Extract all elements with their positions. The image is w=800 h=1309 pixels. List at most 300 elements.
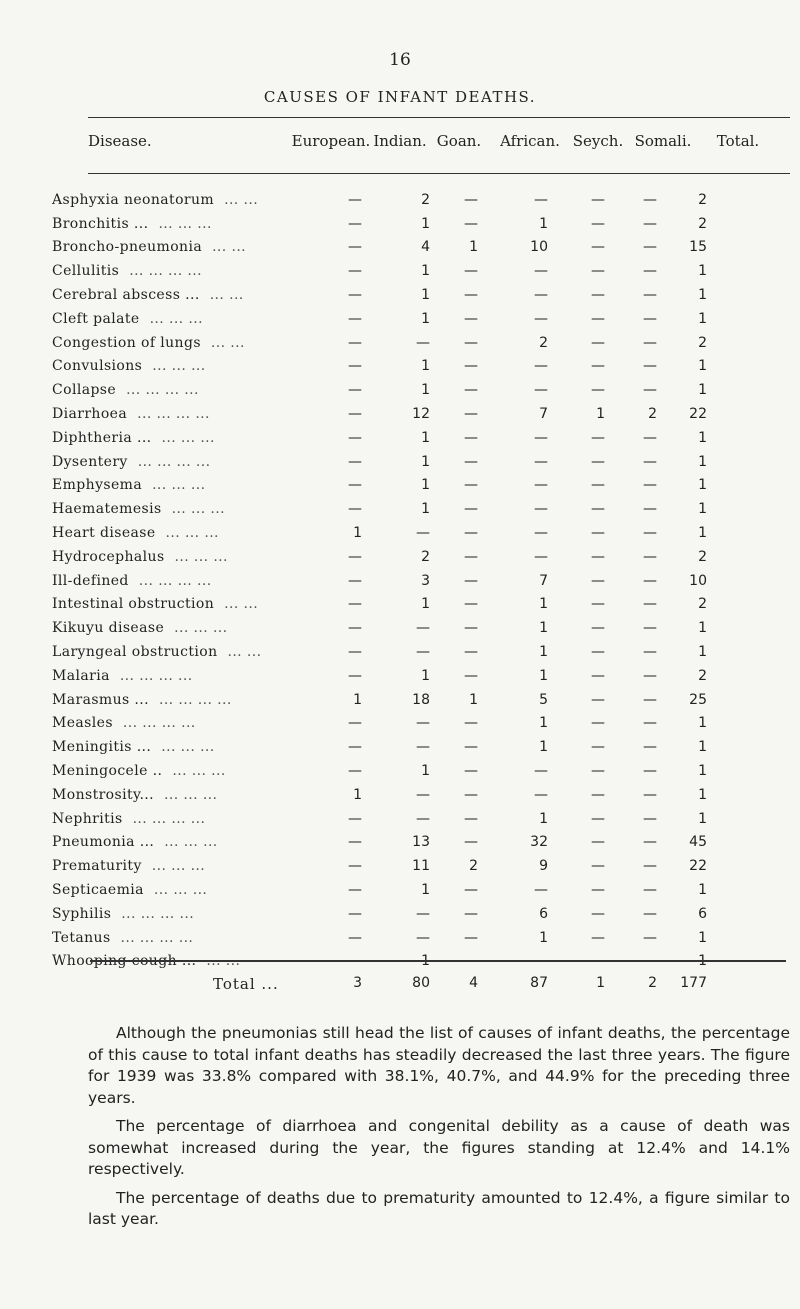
cell-somali: — bbox=[643, 929, 657, 946]
cell-indian: 1 bbox=[421, 667, 430, 684]
row-padding bbox=[707, 307, 800, 331]
disease-name: Bronchitis ... bbox=[52, 215, 149, 232]
cell-total: 1 bbox=[698, 953, 707, 970]
header-rule bbox=[88, 173, 790, 174]
cell-seych: — bbox=[591, 453, 605, 470]
cell-indian: — bbox=[416, 620, 430, 637]
disease-cell bbox=[0, 307, 342, 331]
row-padding bbox=[707, 807, 800, 831]
cell-european: — bbox=[348, 715, 362, 732]
row-padding bbox=[707, 854, 800, 878]
cell-seych: — bbox=[591, 953, 605, 970]
cell-seych: — bbox=[591, 929, 605, 946]
infant-deaths-table bbox=[0, 188, 800, 973]
table-row bbox=[0, 521, 800, 545]
disease-name: Diarrhoea bbox=[52, 406, 128, 423]
leader-dots: ... ... ... bbox=[165, 525, 219, 542]
header-disease: Disease. bbox=[88, 132, 152, 150]
disease-cell bbox=[0, 521, 342, 545]
disease-cell bbox=[0, 735, 342, 759]
cell-seych: — bbox=[591, 667, 605, 684]
table-row bbox=[0, 426, 800, 450]
leader-dots: ... ... ... ... bbox=[158, 691, 232, 708]
row-padding bbox=[707, 926, 800, 950]
disease-name: Kikuyu disease bbox=[52, 620, 165, 637]
cell-goan: — bbox=[464, 763, 478, 780]
cell-european: — bbox=[348, 572, 362, 589]
cell-goan: — bbox=[464, 525, 478, 542]
leader-dots: ... ... bbox=[227, 644, 262, 661]
cell-seych: — bbox=[591, 620, 605, 637]
total-somali: 2 bbox=[648, 975, 657, 991]
leader-dots: ... ... ... ... bbox=[122, 715, 196, 732]
disease-cell bbox=[0, 378, 342, 402]
cell-african: 1 bbox=[539, 739, 548, 756]
cell-somali: — bbox=[643, 358, 657, 375]
table-row bbox=[0, 854, 800, 878]
disease-name: Emphysema bbox=[52, 477, 143, 494]
cell-european: — bbox=[348, 953, 362, 970]
cell-seych: — bbox=[591, 310, 605, 327]
cell-indian: 3 bbox=[421, 572, 430, 589]
cell-african: 1 bbox=[539, 644, 548, 661]
cell-seych: — bbox=[591, 501, 605, 518]
cell-indian: 1 bbox=[421, 429, 430, 446]
cell-somali: — bbox=[643, 620, 657, 637]
cell-african: — bbox=[534, 287, 548, 304]
table-row bbox=[0, 759, 800, 783]
cell-indian: 12 bbox=[412, 406, 430, 423]
table-row bbox=[0, 569, 800, 593]
table-row bbox=[0, 735, 800, 759]
leader-dots: ... ... ... bbox=[164, 834, 218, 851]
cell-seych: — bbox=[591, 382, 605, 399]
cell-european: — bbox=[348, 429, 362, 446]
cell-european: — bbox=[348, 215, 362, 232]
disease-cell bbox=[0, 259, 342, 283]
total-african: 87 bbox=[530, 975, 548, 991]
disease-name: Intestinal obstruction bbox=[52, 596, 215, 613]
header-goan: Goan. bbox=[436, 132, 482, 150]
disease-cell bbox=[0, 664, 342, 688]
cell-somali: — bbox=[643, 477, 657, 494]
leader-dots: ... ... bbox=[209, 287, 244, 304]
disease-name: Dysentery bbox=[52, 453, 128, 470]
cell-goan: — bbox=[464, 572, 478, 589]
cell-indian: — bbox=[416, 334, 430, 351]
cell-somali: — bbox=[643, 453, 657, 470]
cell-indian: 1 bbox=[421, 358, 430, 375]
disease-name: Heart disease bbox=[52, 525, 156, 542]
cell-seych: 1 bbox=[596, 406, 605, 423]
disease-cell bbox=[0, 854, 342, 878]
disease-name: Meningitis ... bbox=[52, 739, 152, 756]
cell-indian: 1 bbox=[421, 453, 430, 470]
leader-dots: ... ... ... bbox=[152, 358, 206, 375]
cell-indian: — bbox=[416, 715, 430, 732]
disease-cell bbox=[0, 474, 342, 498]
disease-cell bbox=[0, 545, 342, 569]
cell-goan: — bbox=[464, 786, 478, 803]
cell-european: — bbox=[348, 763, 362, 780]
cell-total: 2 bbox=[698, 548, 707, 565]
cell-somali: — bbox=[643, 334, 657, 351]
cell-somali: — bbox=[643, 905, 657, 922]
total-label: Total ... bbox=[213, 975, 279, 993]
disease-name: Whooping cough ... bbox=[52, 953, 197, 970]
table-row bbox=[0, 878, 800, 902]
leader-dots: ... ... ... bbox=[161, 429, 215, 446]
cell-goan: — bbox=[464, 929, 478, 946]
disease-name: Diphtheria ... bbox=[52, 429, 152, 446]
row-padding bbox=[707, 450, 800, 474]
cell-indian: — bbox=[416, 525, 430, 542]
disease-cell bbox=[0, 926, 342, 950]
leader-dots: ... ... ... ... bbox=[137, 453, 211, 470]
row-padding bbox=[707, 735, 800, 759]
cell-african: 6 bbox=[539, 905, 548, 922]
cell-total: 2 bbox=[698, 191, 707, 208]
disease-name: Measles bbox=[52, 715, 113, 732]
table-row bbox=[0, 807, 800, 831]
row-padding bbox=[707, 259, 800, 283]
disease-cell bbox=[0, 902, 342, 926]
cell-european: 1 bbox=[353, 691, 362, 708]
cell-european: — bbox=[348, 548, 362, 565]
total-total: 177 bbox=[680, 975, 707, 991]
disease-cell bbox=[0, 283, 342, 307]
table-row bbox=[0, 450, 800, 474]
cell-seych: — bbox=[591, 810, 605, 827]
cell-goan: — bbox=[464, 905, 478, 922]
cell-seych: — bbox=[591, 429, 605, 446]
cell-seych: — bbox=[591, 715, 605, 732]
row-padding bbox=[707, 236, 800, 260]
cell-african: — bbox=[534, 382, 548, 399]
cell-indian: 13 bbox=[412, 834, 430, 851]
leader-dots: ... ... ... ... bbox=[121, 905, 195, 922]
leader-dots: ... ... ... bbox=[174, 548, 228, 565]
row-padding bbox=[707, 497, 800, 521]
row-padding bbox=[707, 188, 800, 212]
disease-cell bbox=[0, 236, 342, 260]
cell-european: — bbox=[348, 406, 362, 423]
page-title: CAUSES OF INFANT DEATHS. bbox=[263, 88, 537, 106]
cell-seych: — bbox=[591, 358, 605, 375]
table-top-rule bbox=[88, 117, 790, 118]
disease-cell bbox=[0, 878, 342, 902]
disease-cell bbox=[0, 593, 342, 617]
cell-total: 1 bbox=[698, 715, 707, 732]
cell-total: 10 bbox=[689, 572, 707, 589]
cell-african: — bbox=[534, 429, 548, 446]
cell-seych: — bbox=[591, 691, 605, 708]
cell-goan: — bbox=[464, 310, 478, 327]
cell-european: — bbox=[348, 263, 362, 280]
cell-seych: — bbox=[591, 596, 605, 613]
disease-name: Cerebral abscess ... bbox=[52, 287, 200, 304]
cell-goan: — bbox=[464, 715, 478, 732]
cell-indian: 1 bbox=[421, 596, 430, 613]
total-row bbox=[0, 975, 800, 999]
cell-goan: — bbox=[464, 501, 478, 518]
cell-african: — bbox=[534, 548, 548, 565]
leader-dots: ... ... ... ... bbox=[132, 810, 206, 827]
cell-european: — bbox=[348, 882, 362, 898]
total-goan: 4 bbox=[469, 975, 478, 991]
disease-name: Syphilis bbox=[52, 905, 112, 922]
disease-cell bbox=[0, 331, 342, 355]
leader-dots: ... ... ... bbox=[149, 310, 203, 327]
cell-total: 45 bbox=[689, 834, 707, 851]
table-row bbox=[0, 188, 800, 212]
cell-european: — bbox=[348, 287, 362, 304]
table-row bbox=[0, 259, 800, 283]
cell-indian: 1 bbox=[421, 501, 430, 518]
cell-goan: — bbox=[464, 644, 478, 661]
cell-seych: — bbox=[591, 786, 605, 803]
cell-indian: — bbox=[416, 905, 430, 922]
row-padding bbox=[707, 688, 800, 712]
cell-indian: 1 bbox=[421, 215, 430, 232]
cell-european: — bbox=[348, 453, 362, 470]
disease-cell bbox=[0, 831, 342, 855]
cell-african: — bbox=[534, 310, 548, 327]
cell-seych: — bbox=[591, 525, 605, 542]
cell-european: — bbox=[348, 191, 362, 208]
cell-indian: 18 bbox=[412, 691, 430, 708]
row-padding bbox=[707, 902, 800, 926]
cell-total: 1 bbox=[698, 358, 707, 375]
cell-goan: — bbox=[464, 810, 478, 827]
cell-somali: — bbox=[643, 548, 657, 565]
cell-indian: 11 bbox=[412, 858, 430, 875]
cell-goan: 1 bbox=[469, 239, 478, 256]
cell-somali: — bbox=[643, 667, 657, 684]
total-rule bbox=[90, 960, 786, 962]
header-european: European. bbox=[291, 132, 371, 150]
cell-african: — bbox=[534, 263, 548, 280]
disease-name: Laryngeal obstruction bbox=[52, 644, 218, 661]
table-row bbox=[0, 355, 800, 379]
table-row bbox=[0, 378, 800, 402]
row-padding bbox=[707, 545, 800, 569]
disease-name: Broncho-pneumonia bbox=[52, 239, 203, 256]
cell-total: 2 bbox=[698, 596, 707, 613]
leader-dots: ... ... ... ... bbox=[119, 667, 193, 684]
leader-dots: ... ... ... bbox=[152, 477, 206, 494]
cell-somali: — bbox=[643, 596, 657, 613]
cell-total: 1 bbox=[698, 929, 707, 946]
header-indian: Indian. bbox=[373, 132, 427, 150]
cell-somali: — bbox=[643, 786, 657, 803]
cell-total: 15 bbox=[689, 239, 707, 256]
table-row bbox=[0, 640, 800, 664]
cell-total: 22 bbox=[689, 406, 707, 423]
cell-somali: — bbox=[643, 644, 657, 661]
paragraph: The percentage of diarrhoea and congenital debility as a cause of death was somewhat increased during the year, the figures standing at 12.4% and 14.1% respectively. bbox=[88, 1117, 790, 1178]
cell-goan: — bbox=[464, 477, 478, 494]
table-row bbox=[0, 474, 800, 498]
table-row bbox=[0, 926, 800, 950]
disease-cell bbox=[0, 688, 342, 712]
row-padding bbox=[707, 640, 800, 664]
disease-cell bbox=[0, 188, 342, 212]
cell-total: 1 bbox=[698, 644, 707, 661]
row-padding bbox=[707, 283, 800, 307]
cell-goan: — bbox=[464, 548, 478, 565]
cell-goan: — bbox=[464, 667, 478, 684]
disease-cell bbox=[0, 783, 342, 807]
cell-somali: 2 bbox=[648, 406, 657, 423]
table-row bbox=[0, 902, 800, 926]
cell-goan: 1 bbox=[469, 691, 478, 708]
cell-total: 22 bbox=[689, 858, 707, 875]
cell-goan: — bbox=[464, 834, 478, 851]
cell-african: — bbox=[534, 358, 548, 375]
cell-somali: — bbox=[643, 429, 657, 446]
table-row bbox=[0, 212, 800, 236]
leader-dots: ... ... ... ... bbox=[137, 406, 210, 423]
disease-name: Nephritis bbox=[52, 810, 123, 827]
cell-indian: 2 bbox=[421, 191, 430, 208]
cell-seych: — bbox=[591, 905, 605, 922]
cell-seych: — bbox=[591, 263, 605, 280]
leader-dots: ... ... bbox=[224, 596, 259, 613]
commentary bbox=[88, 1023, 790, 1238]
table-row bbox=[0, 688, 800, 712]
leader-dots: ... ... ... bbox=[174, 620, 228, 637]
cell-total: 2 bbox=[698, 334, 707, 351]
paragraph: Although the pneumonias still head the list of causes of infant deaths, the percentage of this cause to total infant deaths has steadily decreased the last three years. The figure for 1939 was 33.8% compared with 38.1%, 40.7%, and 44.9% for the preceding three years. bbox=[88, 1024, 790, 1107]
row-padding bbox=[707, 616, 800, 640]
leader-dots: ... ... ... ... bbox=[126, 382, 199, 399]
cell-goan: — bbox=[464, 429, 478, 446]
table-row bbox=[0, 712, 800, 736]
cell-european: — bbox=[348, 334, 362, 351]
paragraph: The percentage of deaths due to prematurity amounted to 12.4%, a figure similar to last year. bbox=[88, 1188, 790, 1228]
disease-cell bbox=[0, 640, 342, 664]
cell-total: 1 bbox=[698, 310, 707, 327]
cell-total: 1 bbox=[698, 429, 707, 446]
cell-seych: — bbox=[591, 239, 605, 256]
cell-african: 1 bbox=[539, 596, 548, 613]
cell-european: — bbox=[348, 239, 362, 256]
header-seych: Seych. bbox=[572, 132, 624, 150]
header-somali: Somali. bbox=[634, 132, 692, 150]
cell-total: 2 bbox=[698, 215, 707, 232]
disease-cell bbox=[0, 569, 342, 593]
cell-goan: — bbox=[464, 596, 478, 613]
leader-dots: ... ... ... bbox=[164, 786, 218, 803]
cell-african: 2 bbox=[539, 334, 548, 351]
row-padding bbox=[707, 402, 800, 426]
disease-name: Congestion of lungs bbox=[52, 334, 201, 351]
cell-african: — bbox=[534, 477, 548, 494]
cell-african: — bbox=[534, 953, 548, 970]
disease-cell bbox=[0, 712, 342, 736]
cell-goan: — bbox=[464, 953, 478, 970]
disease-name: Collapse bbox=[52, 382, 117, 399]
row-padding bbox=[707, 664, 800, 688]
cell-total: 1 bbox=[698, 739, 707, 756]
disease-cell bbox=[0, 426, 342, 450]
cell-african: 5 bbox=[539, 691, 548, 708]
leader-dots: ... ... bbox=[210, 334, 245, 351]
cell-african: 1 bbox=[539, 810, 548, 827]
disease-name: Tetanus bbox=[52, 929, 111, 946]
cell-somali: — bbox=[643, 287, 657, 304]
cell-total: 1 bbox=[698, 810, 707, 827]
row-padding bbox=[707, 331, 800, 355]
table-row bbox=[0, 545, 800, 569]
cell-somali: — bbox=[643, 691, 657, 708]
cell-african: 9 bbox=[539, 858, 548, 875]
row-padding bbox=[707, 569, 800, 593]
cell-goan: — bbox=[464, 406, 478, 423]
cell-somali: — bbox=[643, 882, 657, 898]
cell-african: 10 bbox=[530, 239, 548, 256]
cell-indian: 1 bbox=[421, 310, 430, 327]
leader-dots: ... ... ... ... bbox=[138, 572, 212, 589]
cell-somali: — bbox=[643, 525, 657, 542]
cell-goan: — bbox=[464, 191, 478, 208]
cell-somali: — bbox=[643, 382, 657, 399]
disease-name: Asphyxia neonatorum bbox=[52, 191, 215, 208]
disease-cell bbox=[0, 355, 342, 379]
cell-seych: — bbox=[591, 882, 605, 898]
cell-indian: 1 bbox=[421, 763, 430, 780]
row-padding bbox=[707, 355, 800, 379]
cell-goan: — bbox=[464, 358, 478, 375]
cell-goan: — bbox=[464, 739, 478, 756]
cell-indian: 1 bbox=[421, 287, 430, 304]
cell-african: 32 bbox=[530, 834, 548, 851]
cell-indian: 1 bbox=[421, 882, 430, 898]
cell-european: — bbox=[348, 358, 362, 375]
table-row bbox=[0, 497, 800, 521]
cell-somali: — bbox=[643, 834, 657, 851]
cell-indian: — bbox=[416, 644, 430, 661]
cell-total: 25 bbox=[689, 691, 707, 708]
cell-total: 1 bbox=[698, 453, 707, 470]
cell-somali: — bbox=[643, 310, 657, 327]
cell-somali: — bbox=[643, 810, 657, 827]
cell-african: — bbox=[534, 501, 548, 518]
cell-european: — bbox=[348, 596, 362, 613]
cell-european: 1 bbox=[353, 786, 362, 803]
cell-somali: — bbox=[643, 572, 657, 589]
cell-african: — bbox=[534, 191, 548, 208]
cell-african: 1 bbox=[539, 667, 548, 684]
cell-total: 1 bbox=[698, 501, 707, 518]
disease-name: Septicaemia bbox=[52, 882, 144, 898]
disease-cell bbox=[0, 402, 342, 426]
cell-indian: 1 bbox=[421, 477, 430, 494]
cell-goan: — bbox=[464, 287, 478, 304]
header-african: African. bbox=[500, 132, 560, 150]
cell-african: 1 bbox=[539, 929, 548, 946]
row-padding bbox=[707, 474, 800, 498]
disease-cell bbox=[0, 497, 342, 521]
cell-seych: — bbox=[591, 477, 605, 494]
cell-goan: — bbox=[464, 620, 478, 637]
cell-indian: 1 bbox=[421, 382, 430, 399]
cell-total: 6 bbox=[698, 905, 707, 922]
leader-dots: ... ... ... bbox=[172, 763, 226, 780]
cell-total: 1 bbox=[698, 882, 707, 898]
disease-cell bbox=[0, 616, 342, 640]
